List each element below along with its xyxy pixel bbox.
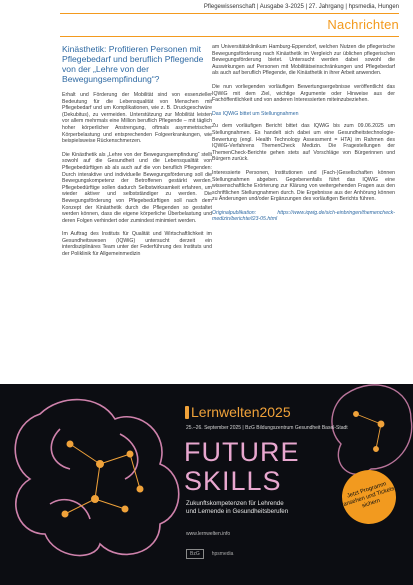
badge-text: Jetzt Programm ansehen und Tickets sichern [342,480,396,509]
event-subline [186,500,288,516]
article-paragraph: Im Auftrag des Instituts für Qualität und Wirtschaftlichkeit im Gesundheitswesen (IQWiG) untersucht derzeit ein interdisziplinäres Team unter der Federführung des Instituts und der Poliklinik für Allgemeinmedizin [62,231,212,258]
article-paragraph: Interessierte Personen, Institutionen und (Fach-)Gesellschaften können Stellungnahmen abgeben. Gegebenenfalls führt das IQWiG eine wissenschaftliche Erörterung zur Klärung von weitergehenden Fragen aus den schriftlichen Stellungnahmen durch. Die Ergebnisse aus der Anhörung können zu Änderungen und/oder Ergänzungen des vorläufigen Berichts führen. [212,169,395,203]
header-divider-bottom [60,36,399,37]
subline-line-1: Zukunftskompetenzen für Lehrende [186,500,284,507]
advertisement-banner[interactable] [0,384,413,585]
article-paragraph: Die nun vorliegenden vorläufigen Bewertungsergebnisse veröffentlicht das IQWiG mit dem Ziel, wichtige Argumente oder Hinweise aus der Fachöffentlichkeit und von anderen Interessierten miteinzubeziehen. [212,83,395,104]
brain-network-illustration [0,384,190,585]
headline-line-1: FUTURE [184,437,300,467]
event-dates: 25.–26. September 2025 | BzG Bildungszentrum Gesundheit Basel-Stadt [186,425,348,431]
article-subheading: Das IQWiG bittet um Stellungnahmen [212,110,299,117]
headline-line-2: SKILLS [184,466,282,496]
event-url[interactable]: www.lernwelten.info [186,531,231,537]
article-column-left [62,44,212,265]
event-brand [185,404,291,420]
bzg-logo: BzG [186,549,204,559]
brand-logo-icon [185,406,189,419]
event-headline [184,438,300,496]
section-title: Nachrichten [327,17,399,32]
hpsmedia-logo: hpsmedia [211,551,234,557]
publication-meta: Pflegewissenschaft | Ausgabe 3-2025 | 27. Jahrgang | hpsmedia, Hungen [203,4,399,10]
article-title: Kinästhetik: Profitieren Personen mit Pflegebedarf und beruflich Pflegende von der „Lehre von der Bewegungsempfindung“? [62,44,204,84]
subline-line-2: und Lernende in Gesundheitsberufen [186,508,289,515]
header-divider [60,13,399,14]
article-paragraph: Erhalt und Förderung der Mobilität sind von essenzieller Bedeutung für die Lebensqualität von Menschen mit Pflegebedarf und um Komplikationen, wie z. B. Druckgeschwüre (Dekubitus), zu vermeiden. Unterstützung zur Mobilität leisten vor allem mehrmals eine Million beruflich Pflegende – mit täglich hoher körperlicher Anstrengung, oftmals asymmetrischer Körperbelastung und entsprechenden Folgeerkrankungen, wie beispielsweise Rückenschmerzen. [62,92,212,145]
sponsor-logos [186,549,233,559]
article-paragraph: Zu dem vorläufigen Bericht bittet das IQWiG bis zum 09.06.2025 um Stellungnahmen. Es handelt sich dabei um eine Gesundheitstechnologie-Bewertung (engl. Health Technology Assessment = HTA) im Rahmen des IQWiG-Verfahrens ThemenCheck Medizin. Die Fragestellungen der ThemenCheck-Berichte gehen stets auf Vorschläge von Bürgerinnen und Bürgern zurück. [212,123,395,163]
article-column-right [212,44,395,230]
page-header [0,0,413,42]
article-paragraph: Die Kinästhetik als „Lehre von der Bewegungsempfindung“ stellt sowohl auf die Gesundheit und die Lebensqualität von Pflegebedürftigen ab als auch auf die von beruflich Pflegenden: Durch interaktive und individuelle Bewegungsförderung soll die Bewegungskompetenz der Betroffenen gestärkt werden. Pflegebedürftige sollen dadurch Selbstwirksamkeit erfahren, um wieder aktiver und selbstständiger zu werden. Die Bewegungsförderung von Pflegebedürftigen soll nach dem Konzept der Kinästhetik durch die Pflegenden so gestaltet werden können, dass die eigene körperliche Überbelastung und deren Folgen verhindert oder zumindest minimiert werden. [62,151,212,224]
article-paragraph: am Universitätsklinikum Hamburg-Eppendorf, welchen Nutzen die pflegerische Bewegungsförderung nach Kinästhetik im Vergleich zur üblichen pflegerischen Bewegungsförderung bietet. Untersucht werden dabei sowohl die Auswirkungen auf Personen mit Mobilitätseinschränkungen und Pflegebedarf als auch auf beruflich Pflegende, die Kinästhetik in ihrer Arbeit anwenden. [212,44,395,77]
source-link[interactable]: Originalpublikation: https://www.iqwig.de/sich-einbringen/themencheck-medizin/berichte/t23-05.html [212,209,395,223]
brand-name: Lernwelten2025 [191,404,291,420]
